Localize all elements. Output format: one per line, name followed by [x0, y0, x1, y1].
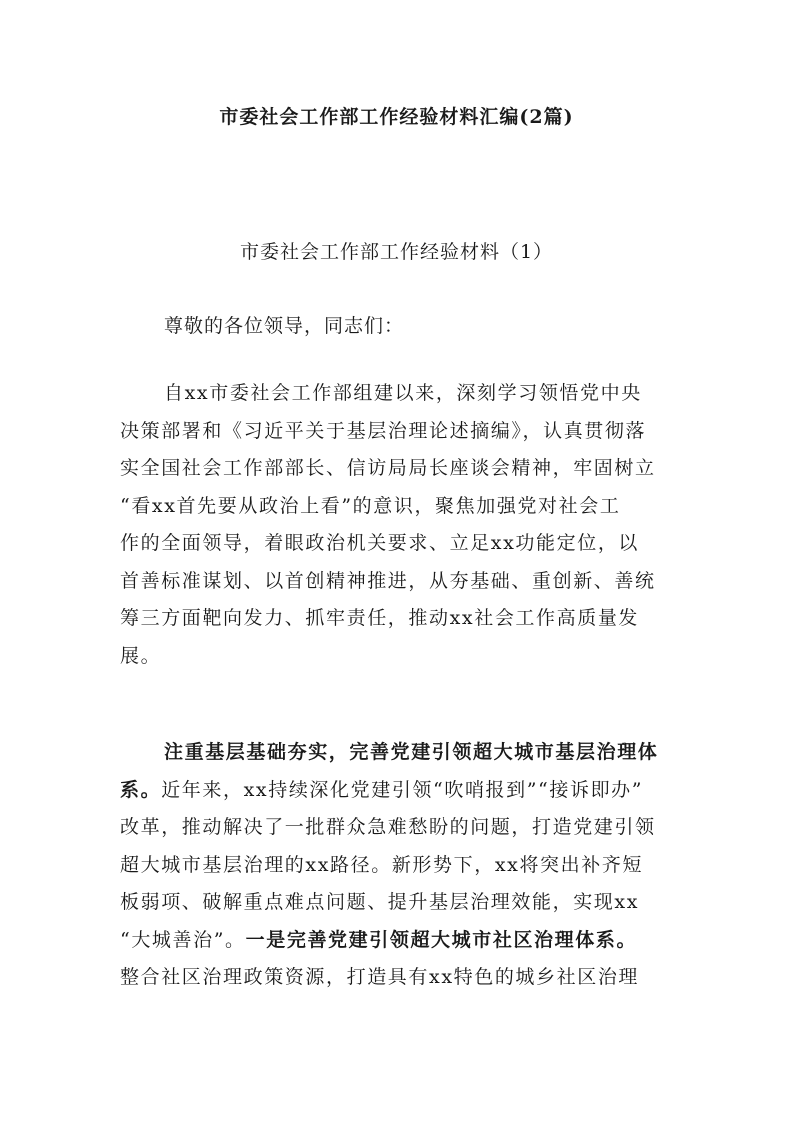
- document-title: 市委社会工作部工作经验材料汇编(2篇): [219, 106, 574, 128]
- paragraph-line: 决策部署和《习近平关于基层治理论述摘编》，认真贯彻落: [120, 419, 647, 442]
- paragraph-line: 筹三方面靶向发力、抓牢责任，推动xx社会工作高质量发: [120, 607, 640, 629]
- paragraph-text: “大城善治”。: [120, 928, 246, 951]
- paragraph-grassroots: [120, 734, 680, 997]
- paragraph-line: [120, 922, 680, 960]
- paragraph-line: 板弱项、破解重点难点问题、提升基层治理效能，实现xx: [120, 891, 640, 913]
- salutation: 尊敬的各位领导，同志们：: [164, 315, 405, 337]
- subheading-text: 一是完善党建引领超大城市社区治理体系。: [245, 928, 638, 951]
- paragraph-line: 超大城市基层治理的xx路径。新形势下，xx将突出补齐短: [120, 853, 644, 876]
- paragraph-line: [120, 772, 680, 810]
- paragraph-line: 实全国社会工作部部长、信访局局长座谈会精神，牢固树立: [120, 457, 656, 479]
- paragraph-line: 首善标准谋划、以首创精神推进，从夯基础、重创新、善统: [120, 569, 656, 592]
- paragraph-heading-line: 注重基层基础夯实，完善党建引领超大城市基层治理体: [164, 741, 659, 763]
- paragraph-line: 展。: [120, 644, 162, 667]
- section-title: 市委社会工作部工作经验材料（1）: [239, 241, 554, 263]
- paragraph-line: 作的全面领导，着眼政治机关要求、立足xx功能定位，以: [120, 532, 640, 554]
- paragraph-line: 自xx市委社会工作部组建以来，深刻学习领悟党中央: [164, 382, 642, 404]
- paragraph-line: 整合社区治理政策资源，打造具有xx特色的城乡社区治理: [120, 966, 640, 988]
- paragraph-line: 改革，推动解决了一批群众急难愁盼的问题，打造党建引领: [120, 816, 656, 838]
- paragraph-text: 近年来，xx持续深化党建引领“吹哨报到”“接诉即办”: [161, 778, 644, 801]
- paragraph-intro: [120, 375, 680, 675]
- paragraph-line: “看xx首先要从政治上看”的意识，聚焦加强党对社会工: [120, 494, 621, 517]
- paragraph-heading-end: 系。: [120, 778, 162, 801]
